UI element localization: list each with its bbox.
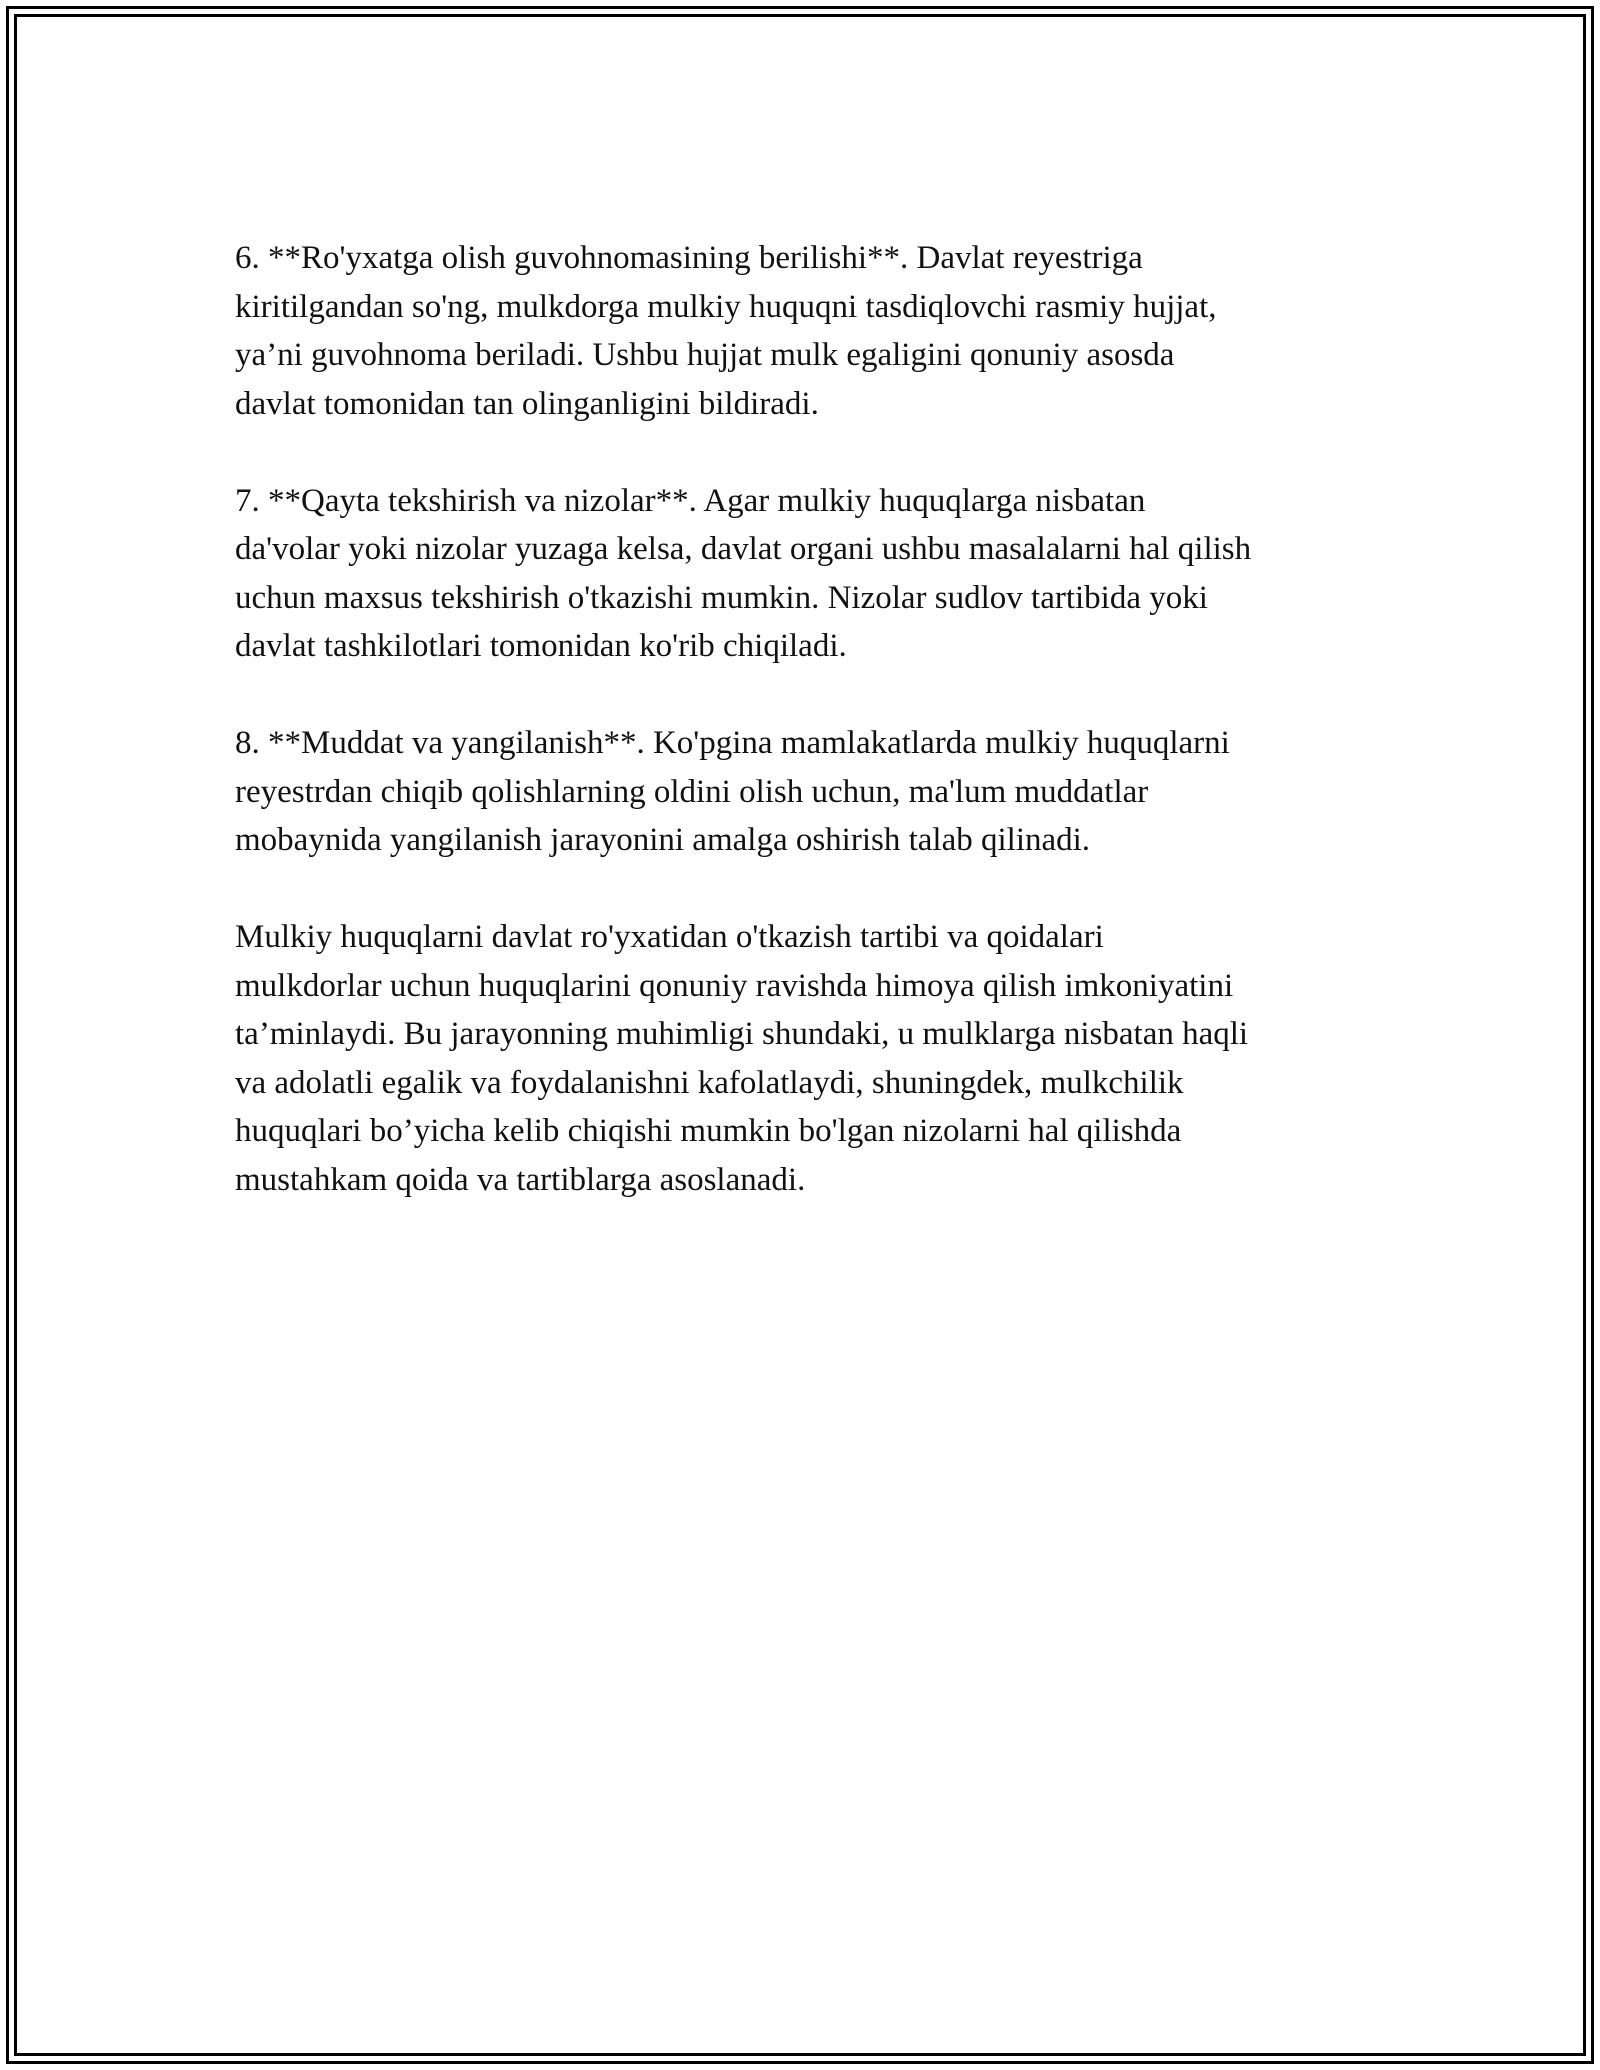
paragraph-conclusion: Mulkiy huquqlarni davlat ro'yxatidan o'tkazish tartibi va qoidalari mulkdorlar uchun huquqlarini qonuniy ravishda himoya qilish imkoniyatini ta’minlaydi. Bu jarayonning muhimligi shundaki, u mulklarga nisbatan haqli va adolatli egalik va foydalanishni kafolatlaydi, shuningdek, mulkchilik huquqlari bo’yicha kelib chiqishi mumkin bo'lgan nizolarni hal qilishda mustahkam qoida va tartiblarga asoslanadi. xyxy=(235,919,1249,1198)
paragraph-item-6: 6. **Ro'yxatga olish guvohnomasining berilishi**. Davlat reyestriga kiritilgandan so'ng, mulkdorga mulkiy huquqni tasdiqlovchi rasmiy hujjat, ya’ni guvohnoma beriladi. Ushbu hujjat mulk egaligini qonuniy asosda davlat tomonidan tan olinganligini bildiradi. xyxy=(235,240,1217,422)
document-body xyxy=(235,234,1375,1253)
paragraph-item-8: 8. **Muddat va yangilanish**. Ko'pgina mamlakatlarda mulkiy huquqlarni reyestrdan chiqib qolishlarning oldini olish uchun, ma'lum muddatlar mobaynida yangilanish jarayonini amalga oshirish talab qilinadi. xyxy=(235,725,1230,858)
paragraph-item-7: 7. **Qayta tekshirish va nizolar**. Agar mulkiy huquqlarga nisbatan da'volar yoki nizolar yuzaga kelsa, davlat organi ushbu masalalarni hal qilish uchun maxsus tekshirish o'tkazishi mumkin. Nizolar sudlov tartibida yoki davlat tashkilotlari tomonidan ko'rib chiqiladi. xyxy=(235,482,1252,664)
